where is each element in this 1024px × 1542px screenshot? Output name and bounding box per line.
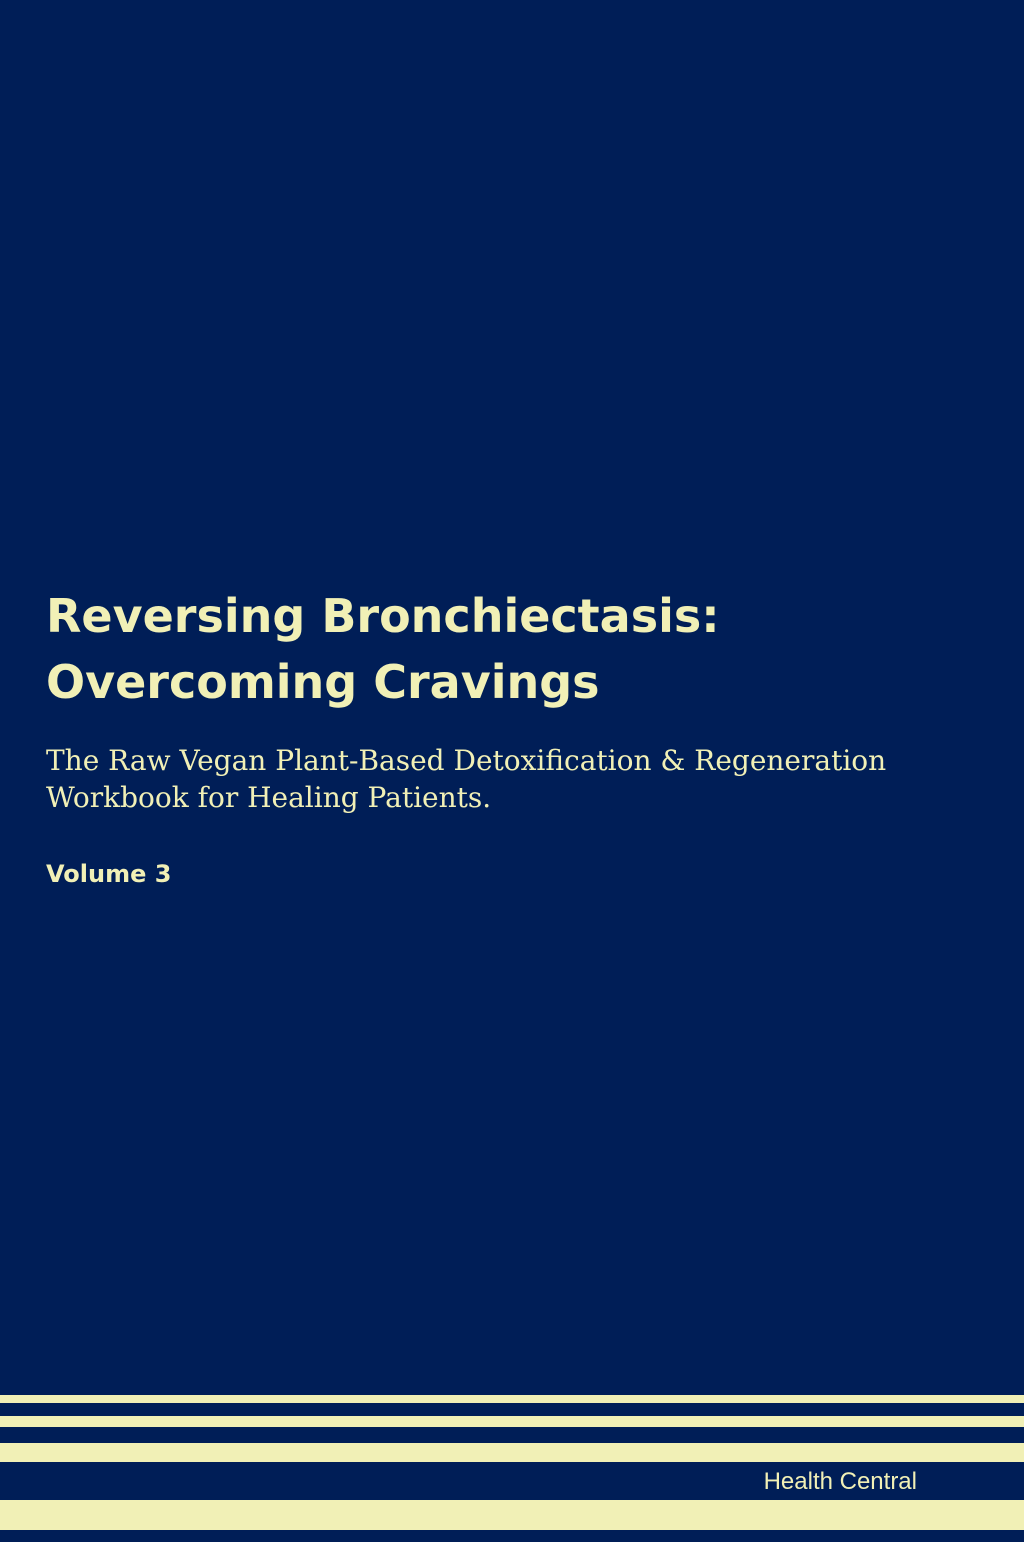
subtitle-line-2: Workbook for Healing Patients. <box>46 781 492 814</box>
decorative-stripe <box>0 1416 1024 1427</box>
decorative-stripe <box>0 1395 1024 1403</box>
subtitle-line-1: The Raw Vegan Plant-Based Detoxification & Regeneration <box>46 744 887 777</box>
decorative-stripe <box>0 1443 1024 1462</box>
title-line-1: Reversing Bronchiectasis: <box>46 589 720 643</box>
title-line-2: Overcoming Cravings <box>46 655 600 709</box>
book-subtitle <box>46 742 986 816</box>
publisher-name: Health Central <box>763 1468 917 1495</box>
decorative-stripe <box>0 1500 1024 1530</box>
volume-label: Volume 3 <box>46 860 172 888</box>
book-title <box>46 583 986 715</box>
